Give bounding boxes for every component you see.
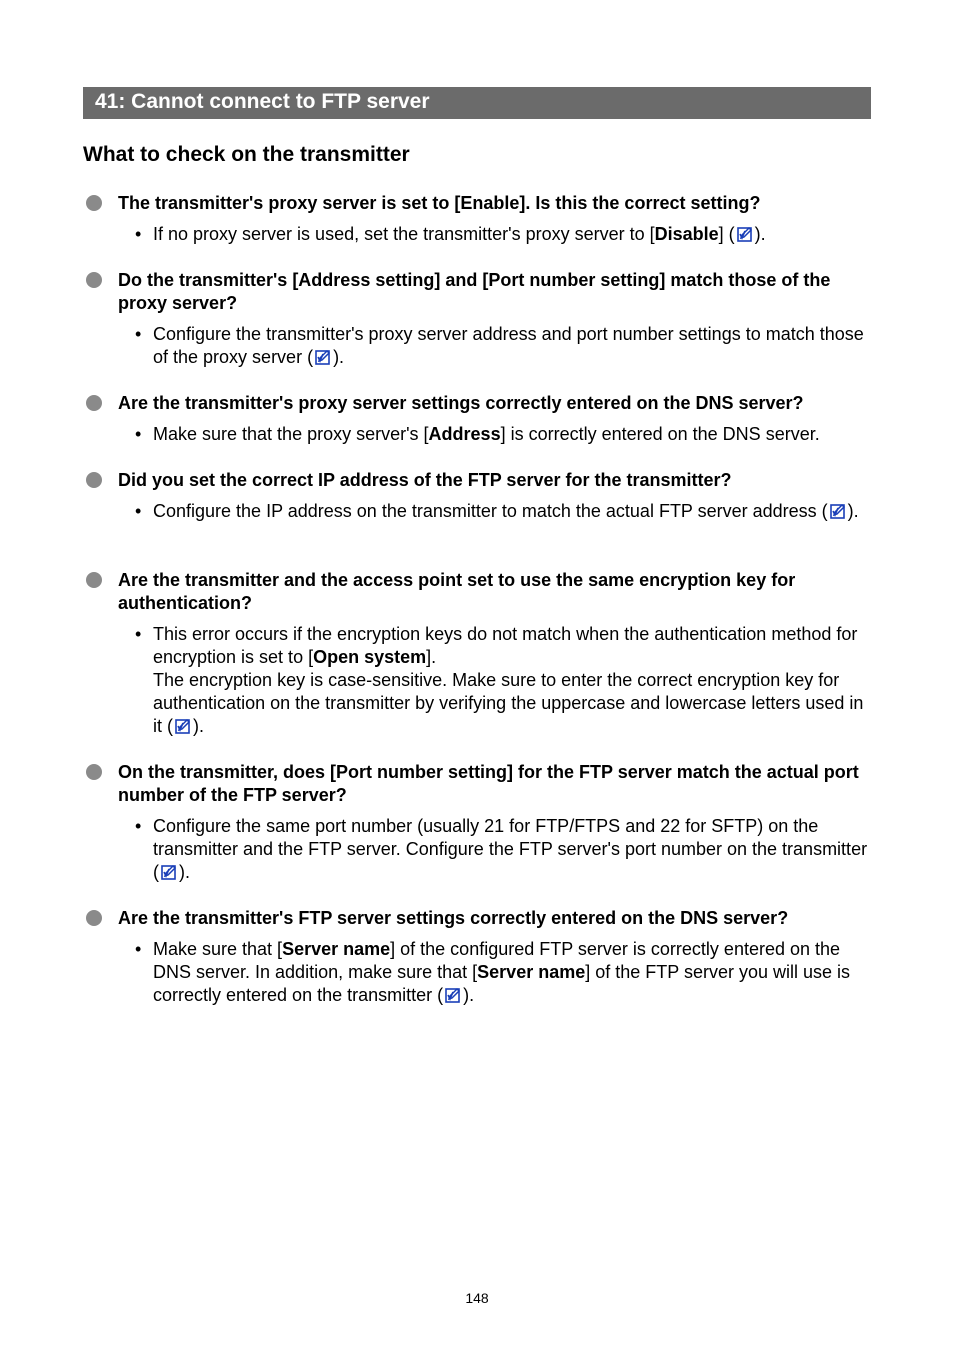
bullet-dot-icon [86,195,102,211]
bullet-icon: • [135,324,142,344]
answer: • Make sure that [Server name] of the configured FTP server is correctly entered on the DNS server. In addition, make sure that [Server name] of the FTP server you will use is correctly entered on the transmitter ( ). [135,939,850,1005]
answer: • Configure the transmitter's proxy server address and port number settings to match those of the proxy server ( ). [135,324,864,367]
bullet-icon: • [135,224,142,244]
answer: • Configure the IP address on the transmitter to match the actual FTP server address ( ). [135,501,859,521]
checklist-item [83,269,873,369]
bullet-icon: • [135,816,142,836]
answer: • This error occurs if the encryption keys do not match when the authentication method for encryption is set to [Open system]. The encryption key is case-sensitive. Make sure to enter the correct encryption key for authentication on the transmitter by verifying the uppercase and lowercase letters used in it ( ). [135,624,864,736]
checklist-item [83,392,873,446]
bullet-dot-icon [86,472,102,488]
section-title-banner: 41: Cannot connect to FTP server [83,87,871,119]
answer: • If no proxy server is used, set the transmitter's proxy server to [Disable] ( ). [135,224,766,244]
pencil-link-icon[interactable] [444,986,462,1004]
checklist-item [83,907,873,1007]
answer: • Configure the same port number (usually 21 for FTP/FTPS and 22 for SFTP) on the transmitter and the FTP server. Configure the FTP server's port number on the transmitter ( ). [135,816,868,882]
subheading: What to check on the transmitter [83,143,410,166]
question: Do the transmitter's [Address setting] and [Port number setting] match those of the proxy server? [83,269,873,315]
checklist-item [83,761,873,884]
question: On the transmitter, does [Port number setting] for the FTP server match the actual port number of the FTP server? [83,761,873,807]
pencil-link-icon[interactable] [174,717,192,735]
checklist-item [83,192,873,246]
pencil-link-icon[interactable] [314,348,332,366]
bullet-icon: • [135,624,142,644]
checklist-item [83,569,873,738]
bullet-dot-icon [86,272,102,288]
pencil-link-icon[interactable] [160,863,178,881]
pencil-link-icon[interactable] [736,225,754,243]
bullet-dot-icon [86,764,102,780]
question: The transmitter's proxy server is set to [Enable]. Is this the correct setting? [83,192,873,215]
pencil-link-icon[interactable] [829,502,847,520]
page-number: 148 [465,1290,489,1306]
answer: • Make sure that the proxy server's [Address] is correctly entered on the DNS server. [135,424,820,444]
bullet-dot-icon [86,572,102,588]
bullet-dot-icon [86,910,102,926]
bullet-dot-icon [86,395,102,411]
bullet-icon: • [135,501,142,521]
question: Did you set the correct IP address of the FTP server for the transmitter? [83,469,873,492]
question: Are the transmitter's proxy server settings correctly entered on the DNS server? [83,392,873,415]
question: Are the transmitter's FTP server settings correctly entered on the DNS server? [83,907,873,930]
bullet-icon: • [135,939,142,959]
question: Are the transmitter and the access point set to use the same encryption key for authentication? [83,569,873,615]
bullet-icon: • [135,424,142,444]
checklist-item [83,469,873,523]
